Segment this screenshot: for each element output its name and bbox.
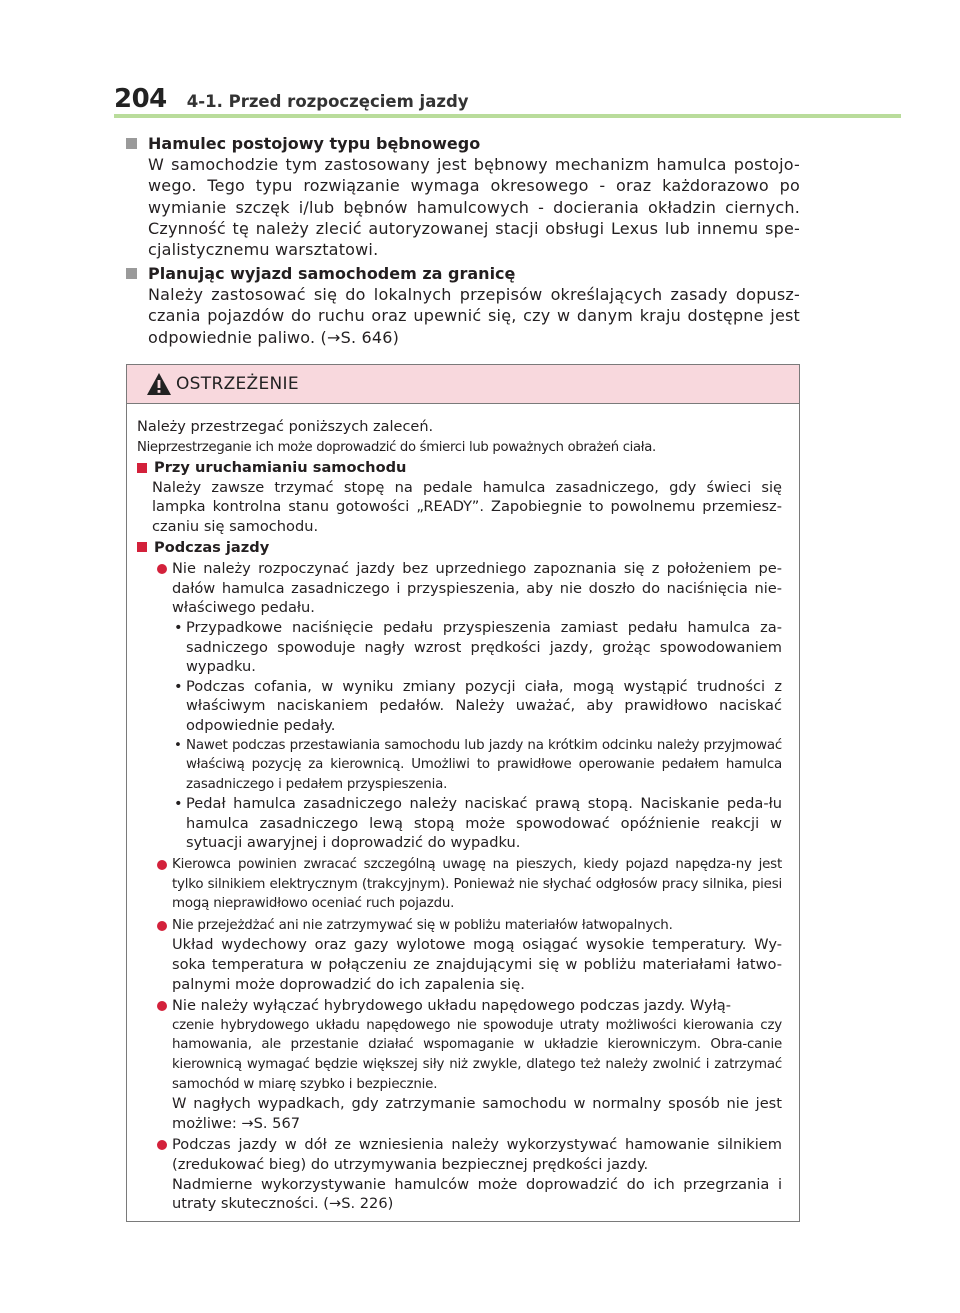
bullet-flammable bbox=[137, 916, 782, 994]
red-dot-icon bbox=[157, 921, 167, 931]
bullet-text: Podczas jazdy w dół ze wzniesienia należy wykorzystywać hamowanie silnikiem (zredukować bieg) do utrzymywania bezpiecznej prędkości jazdy. bbox=[172, 1136, 782, 1173]
red-dot-icon bbox=[157, 1140, 167, 1150]
section-text: W samochodzie tym zastosowany jest bębnowy mechanizm hamulca postojo-wego. Tego typu rozwiązanie wymaga okresowego - oraz każdorazowo po wymianie szczęk i/lub bębnów hamulcowych - docierania okładzin ciernych. Czynność tę należy zlecić autoryzowanej stacji obsługi Lexus lub innemu spe-cjalistycznemu warsztatowi. bbox=[148, 155, 800, 260]
bullet-text: Nadmierne wykorzystywanie hamulców może doprowadzić do ich przegrzania i utraty skuteczności. (→S. 226) bbox=[172, 1175, 782, 1213]
red-dot-icon bbox=[157, 1001, 167, 1011]
starting-text: Należy zawsze trzymać stopę na pedale hamulca zasadniczego, gdy świeci się lampka kontrolna stanu gotowości „READY”. Zapobiegnie to powolnemu przemiesz-czaniu się samochodu. bbox=[152, 478, 782, 535]
bullet-pedals bbox=[137, 559, 782, 618]
section-title: Planując wyjazd samochodem za granicę bbox=[148, 263, 516, 283]
section-abroad bbox=[126, 262, 800, 348]
warning-intro-consequence: Nieprzestrzeganie ich może doprowadzić do śmierci lub poważnych obrażeń ciała. bbox=[137, 439, 656, 455]
warning-box bbox=[126, 364, 800, 1222]
subheading-label: Podczas jazdy bbox=[154, 538, 270, 556]
section-text: Należy zastosować się do lokalnych przepisów określających zasady dopusz-czania pojazdów do ruchu oraz upewnić się, czy w danym kraju dostępne jest odpowiednie paliwo. (→S. 646) bbox=[148, 285, 800, 347]
chapter-title: 4-1. Przed rozpoczęciem jazdy bbox=[186, 92, 469, 111]
bullet-text: Układ wydechowy oraz gazy wylotowe mogą osiągać wysokie temperatury. Wy-soka temperatura w połączeniu ze znajdującymi się w pobliżu materiałami łatwo-palnymi może doprowadzić do ich zapalenia się. bbox=[172, 936, 782, 993]
red-square-icon bbox=[137, 542, 147, 552]
warning-title: OSTRZEŻENIE bbox=[176, 374, 299, 394]
section-drum-brake bbox=[126, 132, 800, 260]
red-dot-icon bbox=[157, 860, 167, 870]
bullet-pedestrians bbox=[137, 855, 782, 914]
list-item: • Nawet podczas przestawiania samochodu lub jazdy na krótkim odcinku należy przyjmować właściwą pozycję za kierownicą. Umożliwi to prawidłowe operowanie pedałem hamulca zasadniczego i pedałem przyspieszenia. bbox=[172, 736, 782, 795]
bullet-text: Kierowca powinien zwracać szczególną uwagę na pieszych, kiedy pojazd napędza-ny jest tylko silnikiem elektrycznym (trakcyjnym). Ponieważ nie słychać odgłosów pracy silnika, piesi mogą nieprawidłowo oceniać ruch pojazdu. bbox=[172, 857, 782, 912]
bullet-text: W nagłych wypadkach, gdy zatrzymanie samochodu w normalny sposób nie jest możliwe: →S. 567 bbox=[172, 1095, 782, 1132]
page-header bbox=[114, 84, 469, 114]
section-heading bbox=[126, 132, 800, 154]
subheading-label: Przy uruchamianiu samochodu bbox=[154, 459, 407, 477]
pedal-list bbox=[172, 618, 782, 853]
list-item: • Pedał hamulca zasadniczego należy naciskać prawą stopą. Naciskanie peda-łu hamulca zasadniczego lewą stopą może spowodować opóźnienie reakcji w sytuacji awaryjnej i doprowadzić do wypadku. bbox=[172, 794, 782, 853]
warning-intro: Należy przestrzegać poniższych zaleceń. bbox=[137, 419, 434, 435]
gray-square-icon bbox=[126, 138, 137, 149]
section-title: Hamulec postojowy typu bębnowego bbox=[148, 133, 481, 153]
bullet-downhill bbox=[137, 1135, 782, 1213]
bullet-text: czenie hybrydowego układu napędowego nie spowoduje utraty możliwości kierowania czy hamowania, ale przestanie działać wspomaganie w układzie kierowniczym. Obra-canie kierownicą wymagać będzie większej siły niż zwykle, dlatego też należy zwolnić i zatrzymać samochód w miarę szybko i bezpiecznie. bbox=[172, 1017, 782, 1092]
bullet-text: Nie należy wyłączać hybrydowego układu napędowego podczas jazdy. Wyłą- bbox=[172, 997, 731, 1015]
bullet-text: Nie przejeżdżać ani nie zatrzymywać się w pobliżu materiałów łatwopalnych. bbox=[172, 917, 673, 933]
section-heading bbox=[126, 262, 800, 284]
page-number: 204 bbox=[114, 84, 167, 114]
subheading-driving bbox=[137, 538, 782, 558]
red-square-icon bbox=[137, 463, 147, 473]
red-dot-icon bbox=[157, 564, 167, 574]
subheading-starting bbox=[137, 458, 782, 478]
warning-triangle-icon bbox=[146, 372, 172, 396]
bullet-text: Nie należy rozpoczynać jazdy bez uprzedniego zapoznania się z położeniem pe-dałów hamulca zasadniczego i przyspieszenia, aby nie doszło do naciśnięcia nie-właściwego pedału. bbox=[172, 560, 782, 617]
gray-square-icon bbox=[126, 268, 137, 279]
header-rule bbox=[114, 114, 901, 118]
warning-header bbox=[127, 365, 799, 404]
bullet-hybrid-system bbox=[137, 996, 782, 1133]
warning-body bbox=[127, 404, 799, 1214]
list-item: • Przypadkowe naciśnięcie pedału przyspieszenia zamiast pedału hamulca za-sadniczego spowoduje nagły wzrost prędkości jazdy, grożąc spowodowaniem wypadku. bbox=[172, 618, 782, 677]
list-item: • Podczas cofania, w wyniku zmiany pozycji ciała, mogą wystąpić trudności z właściwym naciskaniem pedałów. Należy uważać, aby prawidłowo naciskać odpowiednie pedały. bbox=[172, 677, 782, 736]
